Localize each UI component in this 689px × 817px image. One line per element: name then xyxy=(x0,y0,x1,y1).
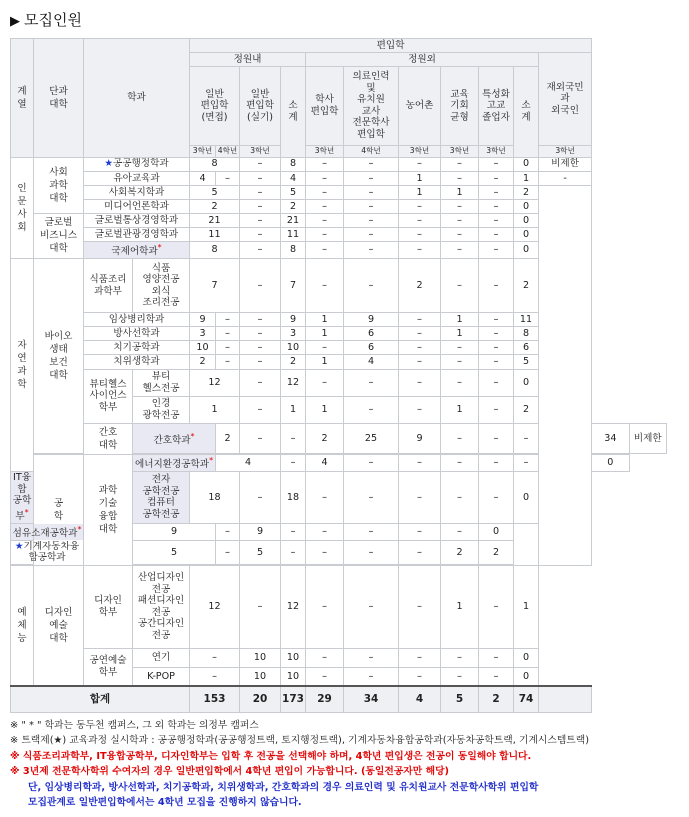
note-exception: 단, 임상병리학과, 방사선학과, 치기공학과, 치위생학과, 간호학과의 경우 의료인력 및 유치원교사 전문학사학위 편입학 xyxy=(28,781,539,793)
triangle-right-icon: ▶ xyxy=(10,14,20,29)
major-list: 전자 공학전공 컴퓨터 공학전공 xyxy=(133,471,190,523)
dept-name: 글로벌관광경영학과 xyxy=(84,228,190,242)
year-label: 3학년 xyxy=(306,145,344,157)
series-natural-science: 자 연 과 학 xyxy=(11,258,34,471)
header-edu-opportunity: 교육 기회 균형 xyxy=(441,67,479,145)
header-college: 단과 대학 xyxy=(34,39,84,158)
dept-name: 글로벌통상경영학과 xyxy=(84,213,190,227)
college-global-business: 글로벌 비즈니스 대학 xyxy=(34,213,84,258)
major-name: 뷰티 헬스전공 xyxy=(133,369,190,396)
star-icon: ★ xyxy=(104,158,113,170)
header-subtotal-outer: 소 계 xyxy=(514,67,539,158)
school-design: 디자인 학부 xyxy=(84,566,133,648)
table-row: 치기공학과 10 – – 10 – 6 – – – 6 xyxy=(11,341,667,355)
dept-name: 사회복지학과 xyxy=(84,185,190,199)
dept-name: 치기공학과 xyxy=(84,341,190,355)
dept-name: 치위생학과 xyxy=(84,355,190,369)
table-row: 인경 광학전공 1 – 1 1 – – 1 – 2 xyxy=(11,396,667,423)
table-row: 사회복지학과 5 – 5 – – 1 1 – 2 xyxy=(11,185,667,199)
school-performing-arts: 공연예술 학부 xyxy=(84,648,133,686)
dept-name: 임상병리학과 xyxy=(84,313,190,327)
table-row: 섬유소재공학과* 9 – 9 – – – – – 0 xyxy=(11,524,667,541)
table-row: 간호 대학 간호학과* 2 – – 2 25 9 – – – 34 비제한 xyxy=(11,423,667,453)
series-arts-sports: 예 체 능 xyxy=(11,566,34,687)
dept-name: 방사선학과 xyxy=(84,327,190,341)
header-general-interview: 일반 편입학 (면접) xyxy=(190,67,240,145)
header-inner-quota: 정원내 xyxy=(190,53,306,67)
school-it-convergence: IT융합 공학부* xyxy=(11,471,34,523)
header-department: 학과 xyxy=(84,39,190,158)
table-row: 예 체 능 디자인 예술 대학 디자인 학부 산업디자인 전공 패션디자인 전공 공간디자인 전공 12 – 12 – – – 1 – 1 xyxy=(11,566,667,648)
major-name: 인경 광학전공 xyxy=(133,396,190,423)
dept-name: 에너지환경공학과* xyxy=(133,455,216,472)
table-row: 글로벌관광경영학과 11 – 11 – – – – – 0 xyxy=(11,228,667,242)
dept-name: 유아교육과 xyxy=(84,171,190,185)
header-farm: 농어촌 xyxy=(399,67,441,145)
table-row: 치위생학과 2 – – 2 1 4 – – – 5 xyxy=(11,355,667,369)
table-row: 유아교육과 4 – – 4 – – 1 – – 1 - xyxy=(11,171,667,185)
star-icon: ★ xyxy=(14,540,24,552)
school-beauty-health: 뷰티헬스 사이언스 학부 xyxy=(84,369,133,423)
header-outer-quota: 정원외 xyxy=(306,53,539,67)
recruitment-table xyxy=(10,38,667,713)
note-major-selection: ※ 식품조리과학부, IT융합공학부, 디자인학부는 입학 후 전공을 선택해야 하며, 4학년 편입생은 전공이 동일해야 합니다. xyxy=(10,750,532,762)
note-campus: ※ " * " 학과는 동두천 캠퍼스, 그 외 학과는 의정부 캠퍼스 xyxy=(10,720,259,731)
note-3year-degree: ※ 3년제 전문학사학위 수여자의 경우 일반편입학에서 4학년 편입이 가능합니다. (동일전공자만 해당) xyxy=(10,766,450,778)
table-row: 방사선학과 3 – – 3 1 6 – 1 – 8 xyxy=(11,327,667,341)
header-foreign: 재외국민 과 외국인 xyxy=(539,53,592,146)
table-row: IT융합 공학부* 전자 공학전공 컴퓨터 공학전공 18 – 18 – – – – – 0 xyxy=(11,471,667,523)
year-label: 3학년 xyxy=(479,145,514,157)
year-label: 3학년 xyxy=(441,145,479,157)
college-social-science: 사회 과학 대학 xyxy=(34,157,84,213)
year-label: 4학년 xyxy=(344,145,399,157)
table-row: 공 학 과학 기술 융합 대학 에너지환경공학과* 4 – 4 – – – – – 0 xyxy=(11,455,667,472)
header-medical: 의료인력 및 유치원 교사 전문학사 편입학 xyxy=(344,67,399,145)
table-row: 뷰티헬스 사이언스 학부 뷰티 헬스전공 12 – 12 – – – – – 0 xyxy=(11,369,667,396)
dept-name: 국제어학과* xyxy=(84,242,190,259)
note-track: ※ 트랙제(★) 교육과정 실시학과 : 공공행정학과(공공행정트랙, 토지행정트랙), 기계자동차융합공학과(자동차공학트랙, 기계시스템트랙) xyxy=(10,735,590,747)
header-series: 계 열 xyxy=(11,39,34,158)
foreign-blank xyxy=(539,185,592,565)
total-row: 합계 153 20 173 29 34 4 5 2 74 xyxy=(11,686,667,712)
year-label: 3학년 xyxy=(240,145,281,157)
table-row: ★기계자동차융합공학과 5 – 5 – – – – 2 2 xyxy=(11,540,667,564)
dept-name: ★공공행정학과 xyxy=(84,157,190,171)
dept-name: ★기계자동차융합공학과 xyxy=(11,540,84,564)
header-general-practical: 일반 편입학 (실기) xyxy=(240,67,281,145)
header-special-school: 특성화 고교 졸업자 xyxy=(479,67,514,145)
major-kpop: K-POP xyxy=(133,667,190,686)
series-humanities: 인 문 사 회 xyxy=(11,157,34,258)
table-row: 국제어학과* 8 – 8 – – – – – 0 xyxy=(11,242,667,259)
major-list: 산업디자인 전공 패션디자인 전공 공간디자인 전공 xyxy=(133,566,190,648)
table-row: 공연예술 학부 연기 – 10 10 – – – – – 0 xyxy=(11,648,667,667)
series-engineering: 공 학 xyxy=(34,455,84,566)
dept-name: 섬유소재공학과* xyxy=(11,524,84,541)
header-subtotal-inner: 소 계 xyxy=(281,67,306,158)
page-title: ▶ 모집인원 xyxy=(10,11,82,29)
college-design-arts: 디자인 예술 대학 xyxy=(34,566,84,687)
dept-name: 미디어언론학과 xyxy=(84,199,190,213)
header-transfer: 편입학 xyxy=(190,39,592,53)
table-row: 임상병리학과 9 – – 9 1 9 – 1 – 11 xyxy=(11,313,667,327)
table-row: 자 연 과 학 바이오 생태 보건 대학 식품조리 과학부 식품 영양전공 외식 조리전공 7 – 7 – – 2 – – 2 xyxy=(11,258,667,312)
major-list: 식품 영양전공 외식 조리전공 xyxy=(133,258,190,312)
notes xyxy=(10,718,680,810)
note-exception-cont: 모집관계로 일반편입학에서는 4학년 모집을 진행하지 않습니다. xyxy=(28,797,302,809)
college-nursing: 간호 대학 xyxy=(84,423,133,454)
year-label: 3학년 xyxy=(190,145,216,157)
major-acting: 연기 xyxy=(133,648,190,667)
table-row: 미디어언론학과 2 – 2 – – – – – 0 xyxy=(11,199,667,213)
total-label: 합계 xyxy=(11,686,190,712)
school-food-science: 식품조리 과학부 xyxy=(84,258,133,312)
table-row: 인 문 사 회 사회 과학 대학 ★공공행정학과 8 – 8 – – – – – 0 비제한 xyxy=(11,157,667,171)
dept-name: 간호학과* xyxy=(133,423,216,453)
year-label: 3학년 xyxy=(539,145,592,157)
table-row: K-POP – 10 10 – – – – – 0 xyxy=(11,667,667,686)
year-label: 4학년 xyxy=(216,145,240,157)
college-bio-health: 바이오 생태 보건 대학 xyxy=(34,258,84,453)
header-bachelor: 학사 편입학 xyxy=(306,67,344,145)
table-row: 글로벌 비즈니스 대학 글로벌통상경영학과 21 – 21 – – – – – 0 xyxy=(11,213,667,227)
college-science-tech: 과학 기술 융합 대학 xyxy=(84,455,133,566)
year-label: 3학년 xyxy=(399,145,441,157)
